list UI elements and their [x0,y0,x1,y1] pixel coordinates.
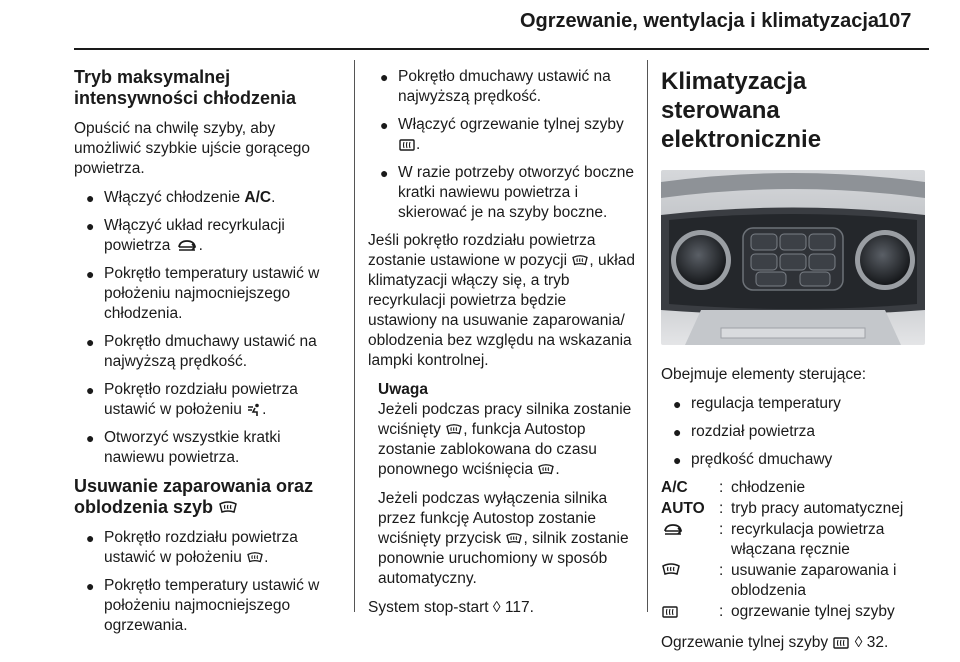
section-heading-defrost: Usuwanie zaparowania oraz oblodzenia szyb [74,476,314,517]
list-item: ● Włączyć układ recyrkulacji powietrza . [86,217,285,254]
column-2 [368,67,636,627]
list-item: ● prędkość dmuchawy [673,451,833,468]
note-paragraph-1: Jeżeli podczas pracy silnika zostanie wciśnięty , funkcja Autostop zostanie zablokowana do czasu ponownego wciśnięcia . [378,401,632,478]
list-item: ● Pokrętło dmuchawy ustawić na najwyższą prędkość. [380,68,611,105]
header-rule [74,48,929,50]
windscreen-defrost-icon [506,532,522,546]
reference-arrow-icon: ◊ [492,599,501,616]
auto-ac-paragraph: Jeśli pokrętło rozdziału powietrza zostanie ustawione w pozycji , układ klimatyzacji włączy się, a tryb recyrkulacji powietrza będzie ustawiony na usuwanie zaparowania/ oblodzenia bez względu na wskazania lampki kontrolnej. [368,232,635,369]
legend-text: tryb pracy automatycznej [731,500,904,517]
column-3 [661,67,931,662]
column-divider-1 [354,60,355,612]
list-item: ● rozdział powietrza [673,423,816,440]
defrost-steps [74,528,344,636]
list-item: ● Pokrętło rozdziału powietrza ustawić w położeniu . [86,529,298,566]
note-paragraph-2: Jeżeli podczas wyłączenia silnika przez funkcję Autostop zostanie wciśnięty przycisk , silnik zostanie ponownie uruchomiony w sposób automatyczny. [378,490,629,587]
list-item: ● Pokrętło rozdziału powietrza ustawić w położeniu . [86,381,298,418]
max-cooling-steps [74,188,344,468]
legend-symbol: AUTO [661,500,705,517]
list-item: ● Włączyć chłodzenie A/C. [86,189,276,206]
intro-paragraph: Opuścić na chwilę szyby, aby umożliwić szybkie ujście gorącego powietrza. [74,120,311,177]
legend-row: : ogrzewanie tylnej szyby [661,602,931,623]
windscreen-defrost-icon [219,500,237,516]
legend-text: ogrzewanie tylnej szyby [731,603,895,620]
legend-row: AUTO : tryb pracy automatycznej [661,499,931,520]
list-item: ● Pokrętło dmuchawy ustawić na najwyższą prędkość. [86,333,317,370]
defrost-steps-continued [368,67,636,223]
airflow-face-icon [247,403,261,417]
list-item: ● regulacja temperatury [673,395,841,412]
page-header-title: Ogrzewanie, wentylacja i klimatyzacja [520,10,880,32]
cross-reference[interactable]: Ogrzewanie tylnej szyby ◊ 32. [661,634,889,651]
legend-row: A/C : chłodzenie [661,478,931,499]
climate-control-panel-photo [661,170,925,345]
recirculation-icon [176,239,198,253]
column-divider-2 [647,60,648,612]
rear-window-heating-icon [833,636,849,650]
legend-symbol: A/C [661,479,688,496]
windscreen-defrost-icon [446,423,462,437]
legend-text: chłodzenie [731,479,806,496]
list-item: ● Włączyć ogrzewanie tylnej szyby . [380,116,624,153]
windscreen-defrost-icon [572,254,588,268]
controls-intro: Obejmuje elementy sterujące: [661,366,867,383]
legend-row: : usuwanie zaparowania i oblodzenia [661,561,931,602]
legend-row: : recyrkulacja powietrza włączana ręcznie [661,520,931,561]
list-item: ● Otworzyć wszystkie kratki nawiewu powietrza. [86,429,281,466]
controls-list [661,394,931,470]
list-item: ● W razie potrzeby otworzyć boczne kratki nawiewu powietrza i skierować je na szyby boczne. [380,164,635,221]
legend-text: usuwanie zaparowania i oblodzenia [731,562,897,599]
note-title: Uwaga [378,381,428,398]
cross-reference[interactable]: System stop-start ◊ 117. [368,599,534,616]
column-1 [74,67,344,644]
windscreen-defrost-icon [247,551,263,565]
reference-arrow-icon: ◊ [854,634,863,651]
rear-window-heating-icon [399,138,415,152]
windscreen-defrost-icon [662,562,680,578]
note-block [368,380,636,589]
list-item: ● Pokrętło temperatury ustawić w położeniu najmocniejszego chłodzenia. [86,265,320,322]
windscreen-defrost-icon [538,463,554,477]
symbol-legend [661,478,931,623]
recirculation-icon [662,523,684,537]
legend-text: recyrkulacja powietrza włączana ręcznie [731,521,885,558]
section-heading-climate-control: Klimatyzacja sterowana elektronicznie [661,68,822,153]
rear-window-heating-icon [662,605,678,619]
section-heading-max-cooling: Tryb maksymalnej intensywności chłodzenia [74,67,297,108]
list-item: ● Pokrętło temperatury ustawić w położeniu najmocniejszego ogrzewania. [86,577,320,634]
page-number: 107 [878,10,912,32]
